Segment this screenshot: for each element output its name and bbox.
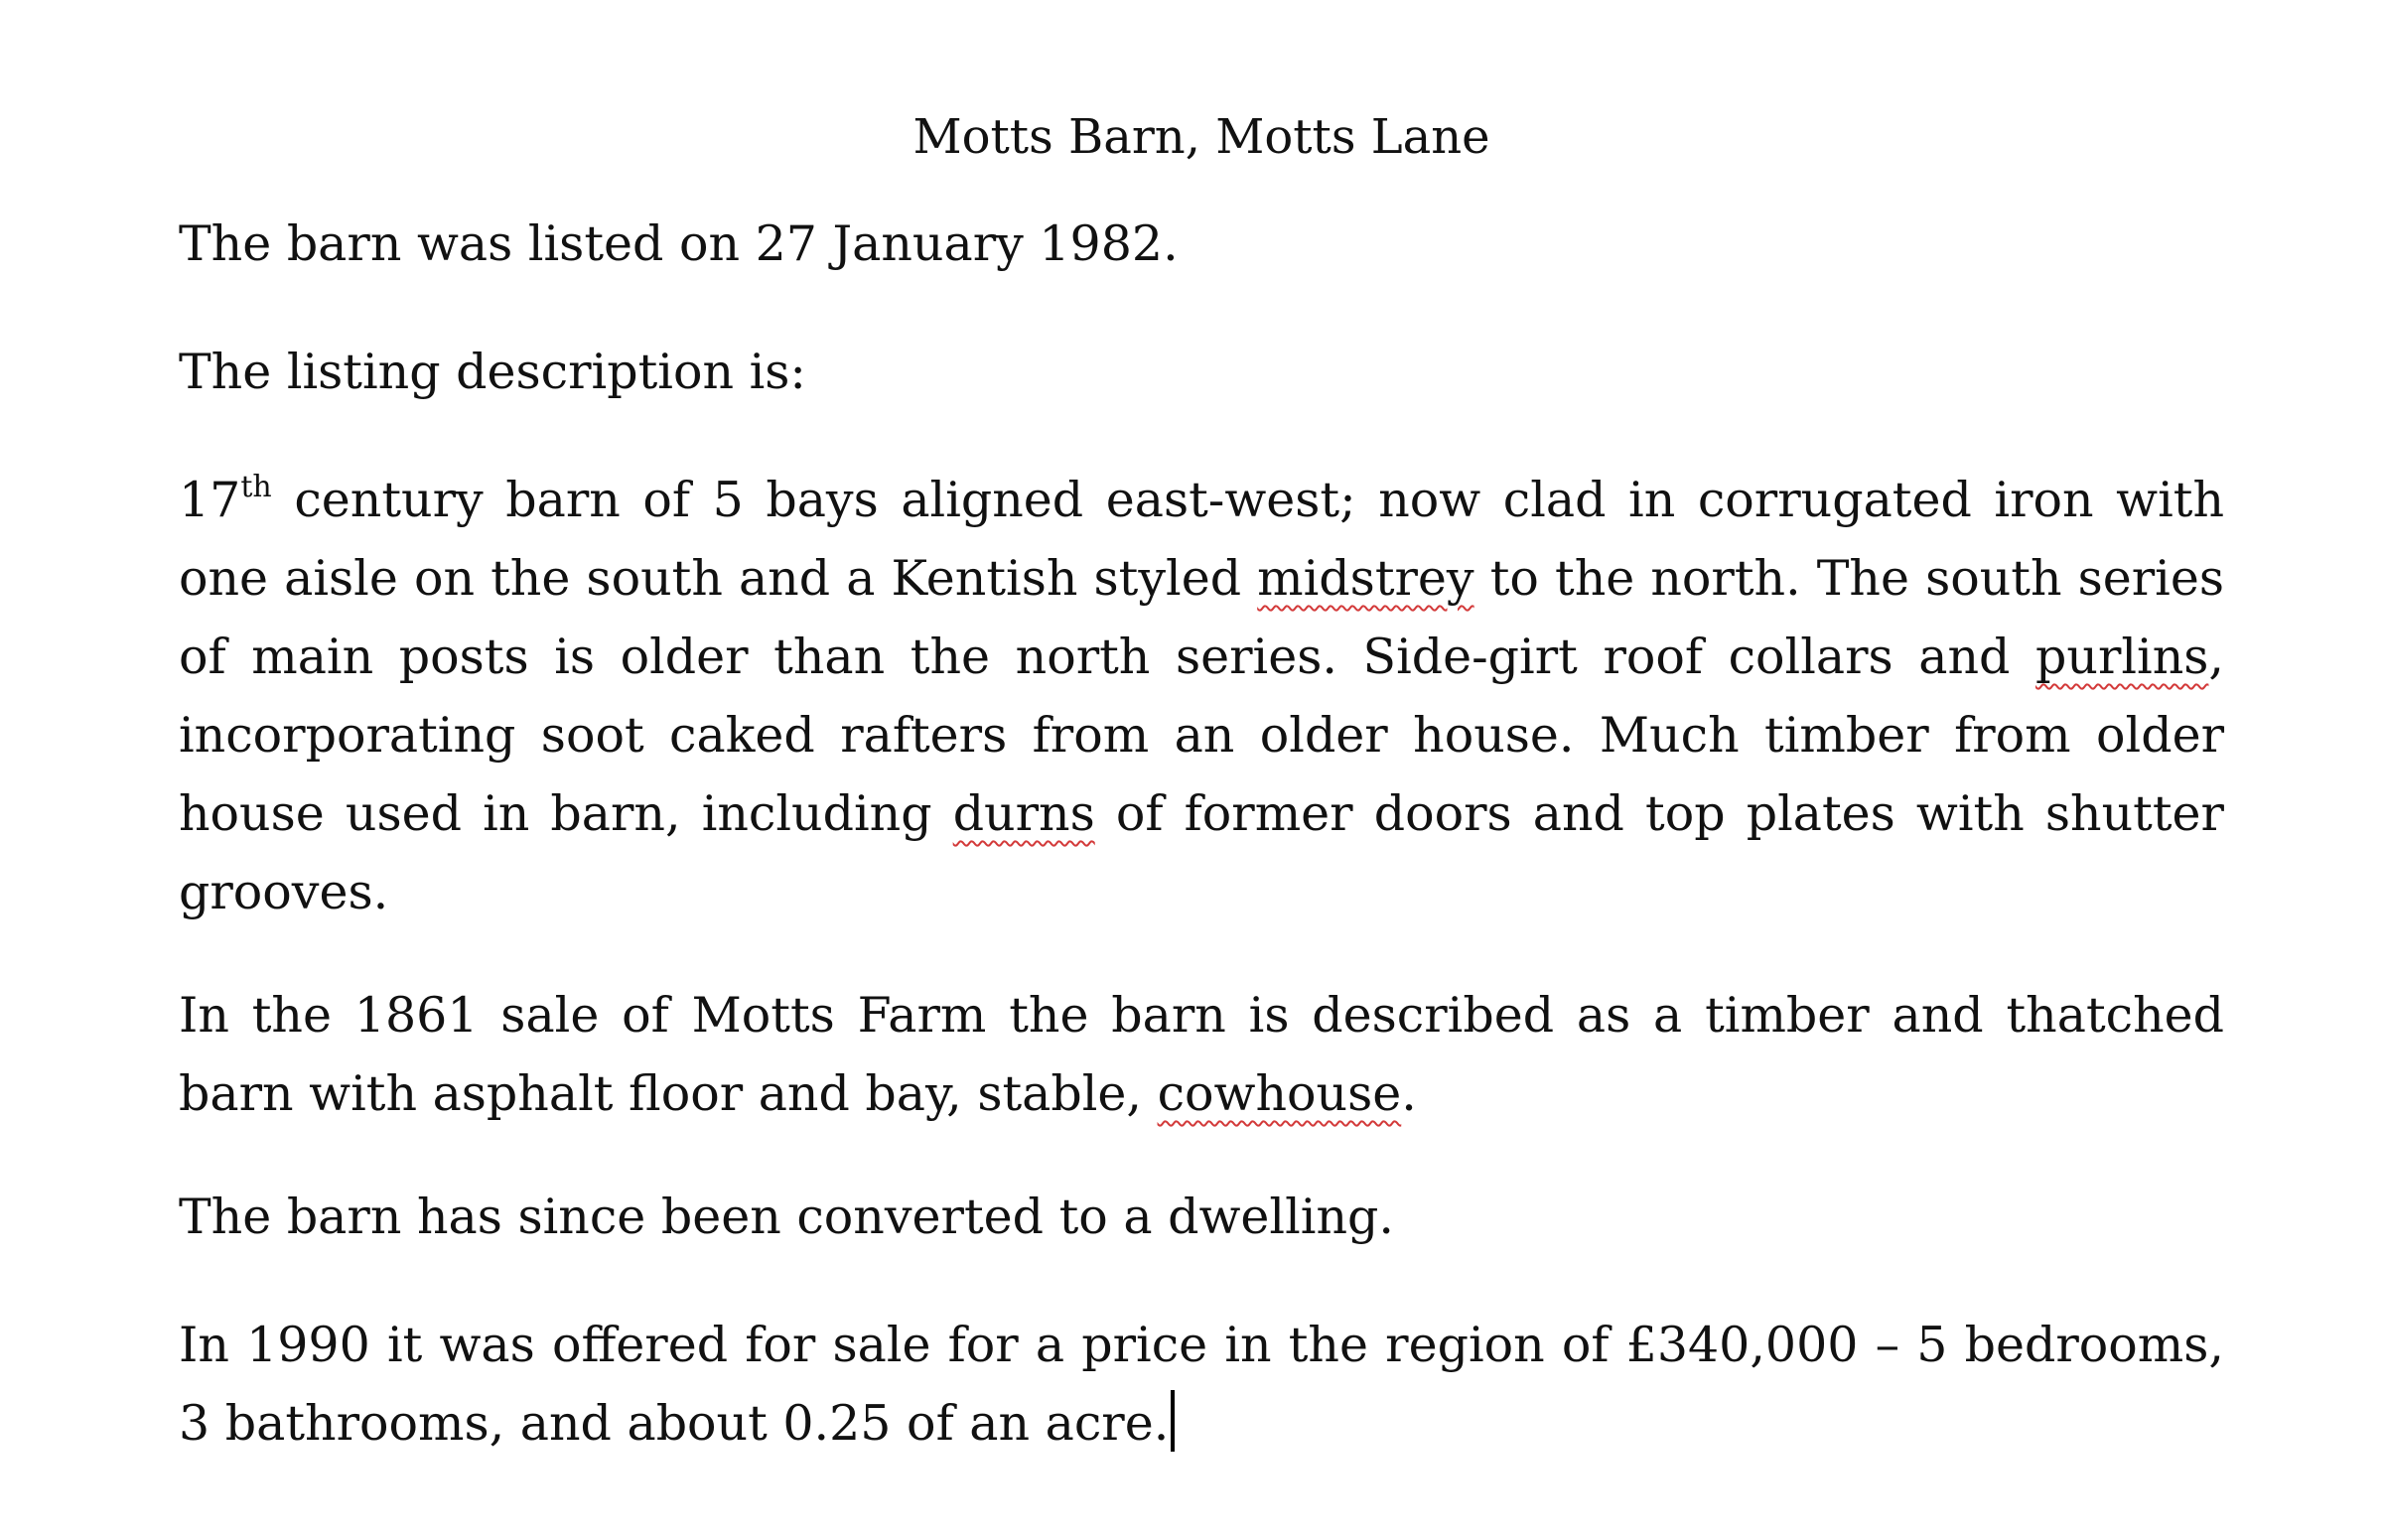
document-page[interactable] <box>179 99 2224 1507</box>
document-title: Motts Barn, Motts Lane <box>912 109 1490 165</box>
ordinal-suffix: th <box>240 470 272 504</box>
paragraph-conversion: The barn has since been converted to a dwelling. <box>179 1189 1394 1245</box>
text-segment: . <box>1401 1065 1417 1122</box>
text-segment: In 1990 it was offered for sale for a price in the region of £340,000 – 5 bedrooms, 3 bathrooms, and about 0.25 of an acre. <box>179 1317 2224 1452</box>
paragraph-listing-description <box>179 461 2224 931</box>
text-cursor <box>1171 1390 1175 1452</box>
spellcheck-flagged-word[interactable]: durns <box>952 785 1095 842</box>
paragraph-listed-date: The barn was listed on 27 January 1982. <box>179 215 1179 272</box>
ordinal-number: 17 <box>179 472 241 528</box>
text-segment: to the north. The south series of main posts is older than the north series. Side-girt roof collars and <box>179 550 2224 685</box>
spellcheck-flagged-word[interactable]: cowhouse <box>1157 1065 1402 1122</box>
paragraph-listing-intro: The listing description is: <box>179 344 806 400</box>
text-segment: of former doors and top plates with shutter grooves. <box>179 785 2224 920</box>
text-segment: , incorporating soot caked rafters from an older house. Much timber from older house used in barn, including <box>179 629 2224 842</box>
text-segment: In the 1861 sale of Motts Farm the barn is described as a timber and thatched barn with asphalt floor and bay, stable, <box>179 987 2224 1122</box>
paragraph-1990-sale <box>179 1306 2224 1463</box>
spellcheck-flagged-word[interactable]: midstrey <box>1257 550 1474 607</box>
spellcheck-flagged-word[interactable]: purlins <box>2035 629 2209 685</box>
paragraph-1861-sale <box>179 976 2224 1133</box>
text-segment: century barn of 5 bays aligned east-west; now clad in corrugated iron with one aisle on the south and a Kentish styled <box>179 472 2224 607</box>
